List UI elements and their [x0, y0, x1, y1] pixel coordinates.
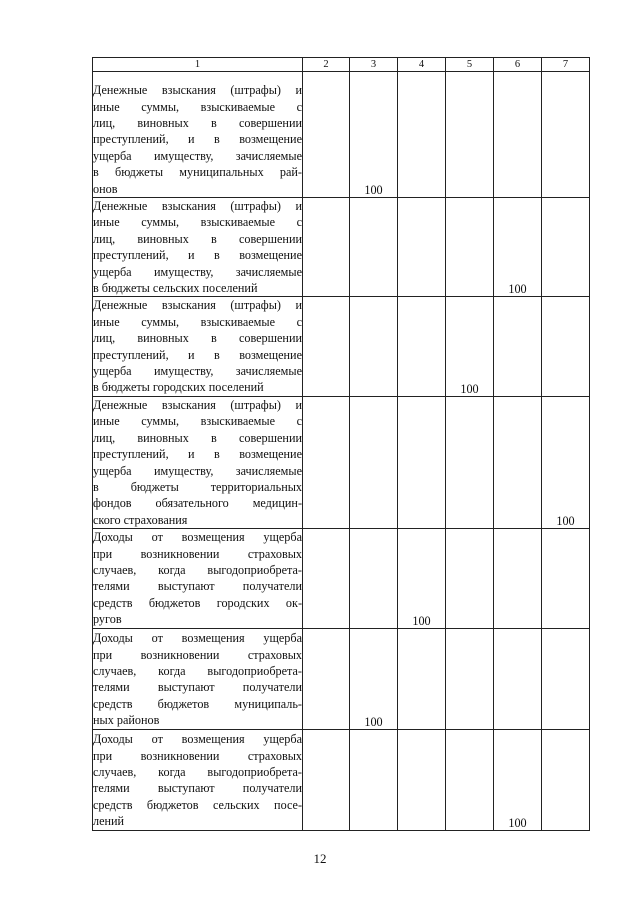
value-cell-col-5	[446, 529, 494, 628]
table-row	[93, 198, 590, 297]
table-row	[93, 529, 590, 628]
description-line: Денежные взыскания (штрафы) и	[93, 199, 302, 213]
value-cell-col-7	[542, 297, 590, 396]
description-line: случаев, когда выгодоприобрета-	[93, 562, 302, 577]
value-cell-col-7	[542, 729, 590, 830]
row-description	[93, 198, 303, 297]
value-cell-col-5	[446, 72, 494, 198]
description-line: телями выступают получатели	[93, 781, 302, 796]
column-header-3: 3	[350, 58, 398, 72]
row-description	[93, 72, 303, 198]
header-row	[93, 58, 590, 72]
description-line: средств бюджетов сельских посе-	[93, 797, 302, 812]
column-header-1: 1	[93, 58, 303, 72]
revenue-distribution-table	[92, 57, 590, 831]
value-cell-col-3	[350, 396, 398, 528]
description-line: средств бюджетов городских ок-	[93, 595, 302, 610]
description-line: ных районов	[93, 713, 160, 728]
value-cell-col-2	[303, 297, 350, 396]
description-line: лиц, виновных в совершении	[93, 231, 302, 246]
description-line: преступлений, и в возмещение	[93, 447, 302, 462]
value-cell-col-4	[398, 297, 446, 396]
description-line: ущерба имуществу, зачисляемые	[93, 264, 302, 279]
table-row	[93, 729, 590, 830]
description-line: в бюджеты городских поселений	[93, 380, 264, 395]
table-row	[93, 628, 590, 729]
table-row	[93, 297, 590, 396]
description-line: преступлений, и в возмещение	[93, 248, 302, 263]
value-cell-col-3: 100	[350, 72, 398, 198]
description-line: лиц, виновных в совершении	[93, 115, 302, 130]
description-line: Денежные взыскания (штрафы) и	[93, 397, 302, 412]
description-line: Доходы от возмещения ущерба	[93, 732, 302, 747]
description-line: Денежные взыскания (штрафы) и	[93, 83, 302, 98]
value-cell-col-6: 100	[494, 729, 542, 830]
description-line: при возникновении страховых	[93, 748, 302, 763]
row-description	[93, 628, 303, 729]
table-row	[93, 396, 590, 528]
row-description	[93, 297, 303, 396]
description-line: онов	[93, 181, 118, 196]
value-cell-col-5: 100	[446, 297, 494, 396]
description-line: при возникновении страховых	[93, 546, 302, 561]
description-line: ущерба имуществу, зачисляемые	[93, 364, 302, 379]
column-header-7: 7	[542, 58, 590, 72]
value-cell-col-3: 100	[350, 628, 398, 729]
description-line: ского страхования	[93, 512, 188, 527]
description-line: преступлений, и в возмещение	[93, 132, 302, 147]
description-line: иные суммы, взыскиваемые с	[93, 314, 302, 329]
value-cell-col-6	[494, 396, 542, 528]
description-line: лений	[93, 814, 125, 829]
value-cell-col-5	[446, 729, 494, 830]
value-cell-col-7: 100	[542, 396, 590, 528]
description-line: ущерба имуществу, зачисляемые	[93, 463, 302, 478]
description-line: случаев, когда выгодоприобрета-	[93, 764, 302, 779]
description-line: при возникновении страховых	[93, 647, 302, 662]
row-description	[93, 729, 303, 830]
table-row	[93, 72, 590, 198]
description-line: иные суммы, взыскиваемые с	[93, 215, 302, 230]
description-line: ущерба имуществу, зачисляемые	[93, 148, 302, 163]
table-body	[93, 72, 590, 831]
value-cell-col-7	[542, 198, 590, 297]
value-cell-col-7	[542, 72, 590, 198]
page-number: 12	[313, 851, 327, 866]
description-line: иные суммы, взыскиваемые с	[93, 99, 302, 114]
value-cell-col-6	[494, 529, 542, 628]
value-cell-col-2	[303, 72, 350, 198]
value-cell-col-2	[303, 396, 350, 528]
value-cell-col-5	[446, 198, 494, 297]
value-cell-col-7	[542, 628, 590, 729]
description-line: в бюджеты муниципальных рай-	[93, 165, 302, 180]
description-line: лиц, виновных в совершении	[93, 331, 302, 346]
value-cell-col-2	[303, 198, 350, 297]
value-cell-col-6	[494, 297, 542, 396]
description-line: в бюджеты территориальных	[93, 479, 302, 494]
value-cell-col-7	[542, 529, 590, 628]
description-line: иные суммы, взыскиваемые с	[93, 414, 302, 429]
description-line: Доходы от возмещения ущерба	[93, 530, 302, 545]
value-cell-col-2	[303, 529, 350, 628]
row-description	[93, 396, 303, 528]
description-line: телями выступают получатели	[93, 579, 302, 594]
description-line: средств бюджетов муниципаль-	[93, 696, 302, 711]
description-line: ругов	[93, 612, 122, 627]
description-line: случаев, когда выгодоприобрета-	[93, 663, 302, 678]
description-line: Денежные взыскания (штрафы) и	[93, 298, 302, 313]
value-cell-col-4	[398, 198, 446, 297]
value-cell-col-4	[398, 72, 446, 198]
description-line: Доходы от возмещения ущерба	[93, 631, 302, 646]
column-header-6: 6	[494, 58, 542, 72]
value-cell-col-2	[303, 729, 350, 830]
description-line: телями выступают получатели	[93, 680, 302, 695]
value-cell-col-3	[350, 198, 398, 297]
value-cell-col-3	[350, 297, 398, 396]
column-header-4: 4	[398, 58, 446, 72]
description-line: преступлений, и в возмещение	[93, 347, 302, 362]
value-cell-col-6	[494, 72, 542, 198]
row-description	[93, 529, 303, 628]
value-cell-col-4: 100	[398, 529, 446, 628]
value-cell-col-3	[350, 529, 398, 628]
value-cell-col-3	[350, 729, 398, 830]
column-header-2: 2	[303, 58, 350, 72]
value-cell-col-5	[446, 628, 494, 729]
description-line: лиц, виновных в совершении	[93, 430, 302, 445]
description-line: в бюджеты сельских поселений	[93, 281, 258, 296]
value-cell-col-6: 100	[494, 198, 542, 297]
value-cell-col-4	[398, 628, 446, 729]
value-cell-col-2	[303, 628, 350, 729]
column-header-5: 5	[446, 58, 494, 72]
value-cell-col-4	[398, 729, 446, 830]
value-cell-col-4	[398, 396, 446, 528]
value-cell-col-5	[446, 396, 494, 528]
value-cell-col-6	[494, 628, 542, 729]
description-line: фондов обязательного медицин-	[93, 496, 302, 511]
